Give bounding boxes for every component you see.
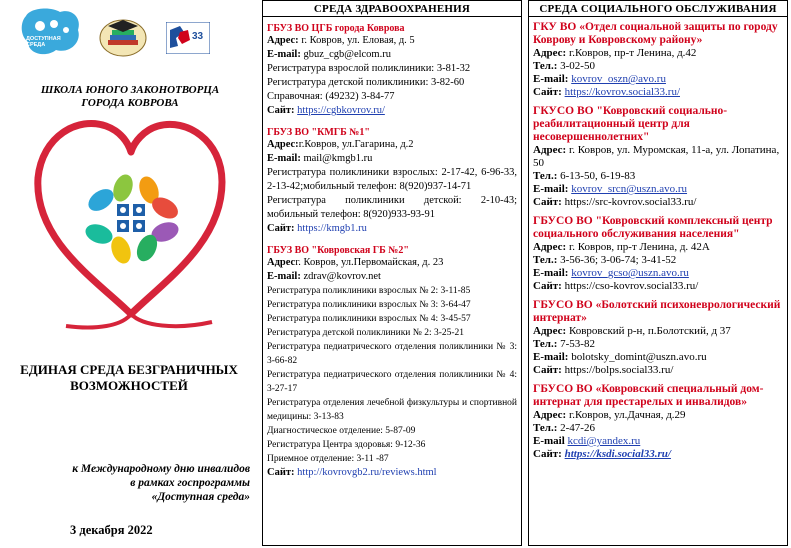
social-org-3-email[interactable]: kovrov_gcso@uszn.avo.ru bbox=[571, 267, 689, 279]
health-org-3-name: ГБУЗ ВО "Ковровская ГБ №2" bbox=[267, 245, 409, 256]
email-label: E-mail: bbox=[533, 183, 569, 195]
motto-line-2: в рамках госпрограммы bbox=[130, 477, 250, 489]
email-label: E-mail: bbox=[533, 73, 569, 85]
social-org-1-site-link[interactable]: https://kovrov.social33.ru/ bbox=[564, 86, 680, 98]
accessible-environment-logo bbox=[20, 6, 84, 58]
health-org-1-address: г. Ковров, ул. Еловая, д. 5 bbox=[298, 35, 415, 46]
social-org-3-address: г. Ковров, пр-т Ленина, д. 42А bbox=[566, 241, 710, 253]
health-org-3-reg-3: Регистратура поликлиники взрослых № 4: 3-45-57 bbox=[267, 314, 471, 324]
health-org-3-reg-8: Диагностическое отделение: 5-87-09 bbox=[267, 426, 416, 436]
social-org-4-site-link[interactable]: https://bolps.social33.ru/ bbox=[564, 364, 674, 376]
health-org-1-reg-3: Справочная: (49232) 3-84-77 bbox=[267, 91, 395, 102]
email-label: E-mail: bbox=[533, 267, 569, 279]
social-org-4-address: Ковровский р-н, п.Болотский, д 37 bbox=[566, 325, 731, 337]
social-org-2-name: ГКУСО ВО "Ковровский социально-реабилитационный центр для несовершеннолетних" bbox=[533, 105, 728, 143]
health-org-2-address: г.Ковров, ул.Гагарина, д.2 bbox=[298, 139, 414, 150]
site-label: Сайт: bbox=[533, 364, 562, 376]
health-heading: СРЕДА ЗДРАВООХРАНЕНИЯ bbox=[263, 1, 521, 17]
social-org-1-tel: 3-02-50 bbox=[557, 60, 595, 72]
health-org-3-reg-5: Регистратура педиатрического отделения поликлиники № 3: 3-66-82 bbox=[267, 342, 517, 366]
address-label: Адрес: bbox=[533, 325, 567, 337]
address-label: Адрес: bbox=[533, 47, 567, 59]
address-label: Адрес: bbox=[533, 241, 567, 253]
address-label: Адрес: bbox=[267, 35, 299, 46]
site-label: Сайт: bbox=[533, 448, 562, 460]
health-org-1-email[interactable]: gbuz_cgb@elcom.ru bbox=[300, 49, 391, 60]
health-org-1-site-link[interactable]: https://cgbkovrov.ru/ bbox=[297, 105, 385, 116]
left-panel bbox=[0, 0, 258, 548]
email-label: E-mail: bbox=[267, 153, 301, 164]
social-org-1-name: ГКУ ВО «Отдел социальной защиты по городу Коврову и Ковровскому району» bbox=[533, 21, 778, 46]
social-column bbox=[528, 0, 788, 546]
address-label: Адрес: bbox=[267, 139, 299, 150]
tel-label: Тел.: bbox=[533, 170, 558, 182]
health-org-1-reg-1: Регистратура взрослой поликлиники: 3-81-32 bbox=[267, 63, 471, 74]
health-org-2-reg-1: Регистратура поликлиники взрослых: 2-17-42, 6-96-33, 2-13-42;мобильный телефон: 8(920)937-14-71 bbox=[267, 167, 517, 192]
site-label: Сайт: bbox=[267, 467, 295, 478]
health-org-3-reg-6: Регистратура педиатрического отделения поликлиники № 4: 3-27-17 bbox=[267, 370, 517, 394]
email-label: E-mail: bbox=[267, 49, 301, 60]
social-heading: СРЕДА СОЦИАЛЬНОГО ОБСЛУЖИВАНИЯ bbox=[529, 1, 787, 17]
motto bbox=[20, 462, 250, 504]
tel-label: Тел.: bbox=[533, 338, 558, 350]
tel-label: Тел.: bbox=[533, 422, 558, 434]
site-label: Сайт: bbox=[533, 196, 562, 208]
logo1-label: ДОСТУПНАЯ СРЕДА bbox=[26, 36, 61, 48]
tel-label: Тел.: bbox=[533, 254, 558, 266]
email-label: E-mail: bbox=[267, 271, 301, 282]
health-org-1-name: ГБУЗ ВО ЦГБ города Коврова bbox=[267, 23, 405, 34]
social-org-3-tel: 3-56-36; 3-06-74; 3-41-52 bbox=[557, 254, 677, 266]
health-column bbox=[262, 0, 522, 546]
logo3-number: 33 bbox=[192, 31, 204, 42]
school-title: ШКОЛА ЮНОГО ЗАКОНОТВОРЦА ГОРОДА КОВРОВА bbox=[40, 84, 220, 109]
site-label: Сайт: bbox=[533, 86, 562, 98]
email-label: E-mail bbox=[533, 435, 565, 447]
social-org-1-email[interactable]: kovrov_oszn@avo.ru bbox=[571, 73, 666, 85]
social-org-2-tel: 6-13-50, 6-19-83 bbox=[557, 170, 636, 182]
social-org-2-address: г. Ковров, ул. Муромская, 11-а, ул. Лопатина, 50 bbox=[533, 144, 780, 169]
site-label: Сайт: bbox=[533, 280, 562, 292]
health-org-1-reg-2: Регистратура детской поликлиники: 3-82-60 bbox=[267, 77, 465, 88]
social-org-3-site-link[interactable]: https://cso-kovrov.social33.ru/ bbox=[564, 280, 699, 292]
health-org-3-reg-4: Регистратура детской поликлиники № 2: 3-25-21 bbox=[267, 328, 465, 338]
address-label: Адрес: bbox=[533, 409, 567, 421]
social-org-5-name: ГБУСО ВО «Ковровский специальный дом-интернат для престарелых и инвалидов» bbox=[533, 383, 764, 408]
health-org-2-site-link[interactable]: https://kmgb1.ru bbox=[297, 223, 367, 234]
email-label: E-mail: bbox=[533, 351, 569, 363]
social-org-4-name: ГБУСО ВО «Болотский психоневрологический интернат» bbox=[533, 299, 781, 324]
social-org-5-email[interactable]: kcdi@yandex.ru bbox=[567, 435, 641, 447]
map-region-33-logo bbox=[166, 22, 210, 54]
site-label: Сайт: bbox=[267, 105, 295, 116]
health-org-3-reg-2: Регистратура поликлиники взрослых № 3: 3-64-47 bbox=[267, 300, 471, 310]
health-org-3-email[interactable]: zdrav@kovrov.net bbox=[300, 271, 381, 282]
social-org-2-site-link[interactable]: https://src-kovrov.social33.ru/ bbox=[564, 196, 697, 208]
social-org-4-tel: 7-53-82 bbox=[557, 338, 595, 350]
site-label: Сайт: bbox=[267, 223, 295, 234]
health-org-3-reg-1: Регистратура поликлиники взрослых № 2: 3-11-85 bbox=[267, 286, 471, 296]
event-date: 3 декабря 2022 bbox=[70, 523, 153, 537]
health-org-3-reg-7: Регистратура отделения лечебной физкультуры и спортивной медицины: 3-13-83 bbox=[267, 398, 517, 422]
social-org-4-email[interactable]: bolotsky_domint@uszn.avo.ru bbox=[571, 351, 707, 363]
health-org-3-address: г. Ковров, ул.Первомайская, д. 23 bbox=[295, 257, 444, 268]
health-org-2-reg-2: Регистратура поликлиники детской: 2-10-43; мобильный телефон: 8(920)933-93-91 bbox=[267, 195, 517, 220]
address-label: Адрес bbox=[267, 257, 296, 268]
motto-line-3: «Доступная среда» bbox=[151, 491, 250, 503]
social-org-5-address: г.Ковров, ул.Дачная, д.29 bbox=[566, 409, 686, 421]
health-org-3-reg-10: Приемное отделение: 3-11 -87 bbox=[267, 454, 389, 464]
tel-label: Тел.: bbox=[533, 60, 558, 72]
social-org-5-tel: 2-47-26 bbox=[557, 422, 595, 434]
main-title: ЕДИНАЯ СРЕДА БЕЗГРАНИЧНЫХ ВОЗМОЖНОСТЕЙ bbox=[20, 362, 238, 393]
motto-line-1: к Международному дню инвалидов bbox=[72, 463, 250, 475]
social-org-5-site-link[interactable]: https://ksdi.social33.ru/ bbox=[564, 448, 671, 460]
health-org-3-reg-9: Регистратура Центра здоровья: 9-12-36 bbox=[267, 440, 426, 450]
heart-hands-illustration bbox=[26, 100, 236, 330]
health-org-2-email[interactable]: mail@kmgb1.ru bbox=[300, 153, 373, 164]
social-org-3-name: ГБУСО ВО "Ковровский комплексный центр социального обслуживания населения" bbox=[533, 215, 773, 240]
health-org-2-name: ГБУЗ ВО "КМГБ №1" bbox=[267, 127, 370, 138]
social-org-1-address: г.Ковров, пр-т Ленина, д.42 bbox=[566, 47, 697, 59]
school-books-logo bbox=[98, 16, 148, 58]
health-org-3-site-link[interactable]: http://kovrovgb2.ru/reviews.html bbox=[297, 467, 437, 478]
social-org-2-email[interactable]: kovrov_srcn@uszn.avo.ru bbox=[571, 183, 688, 195]
address-label: Адрес: bbox=[533, 144, 567, 156]
